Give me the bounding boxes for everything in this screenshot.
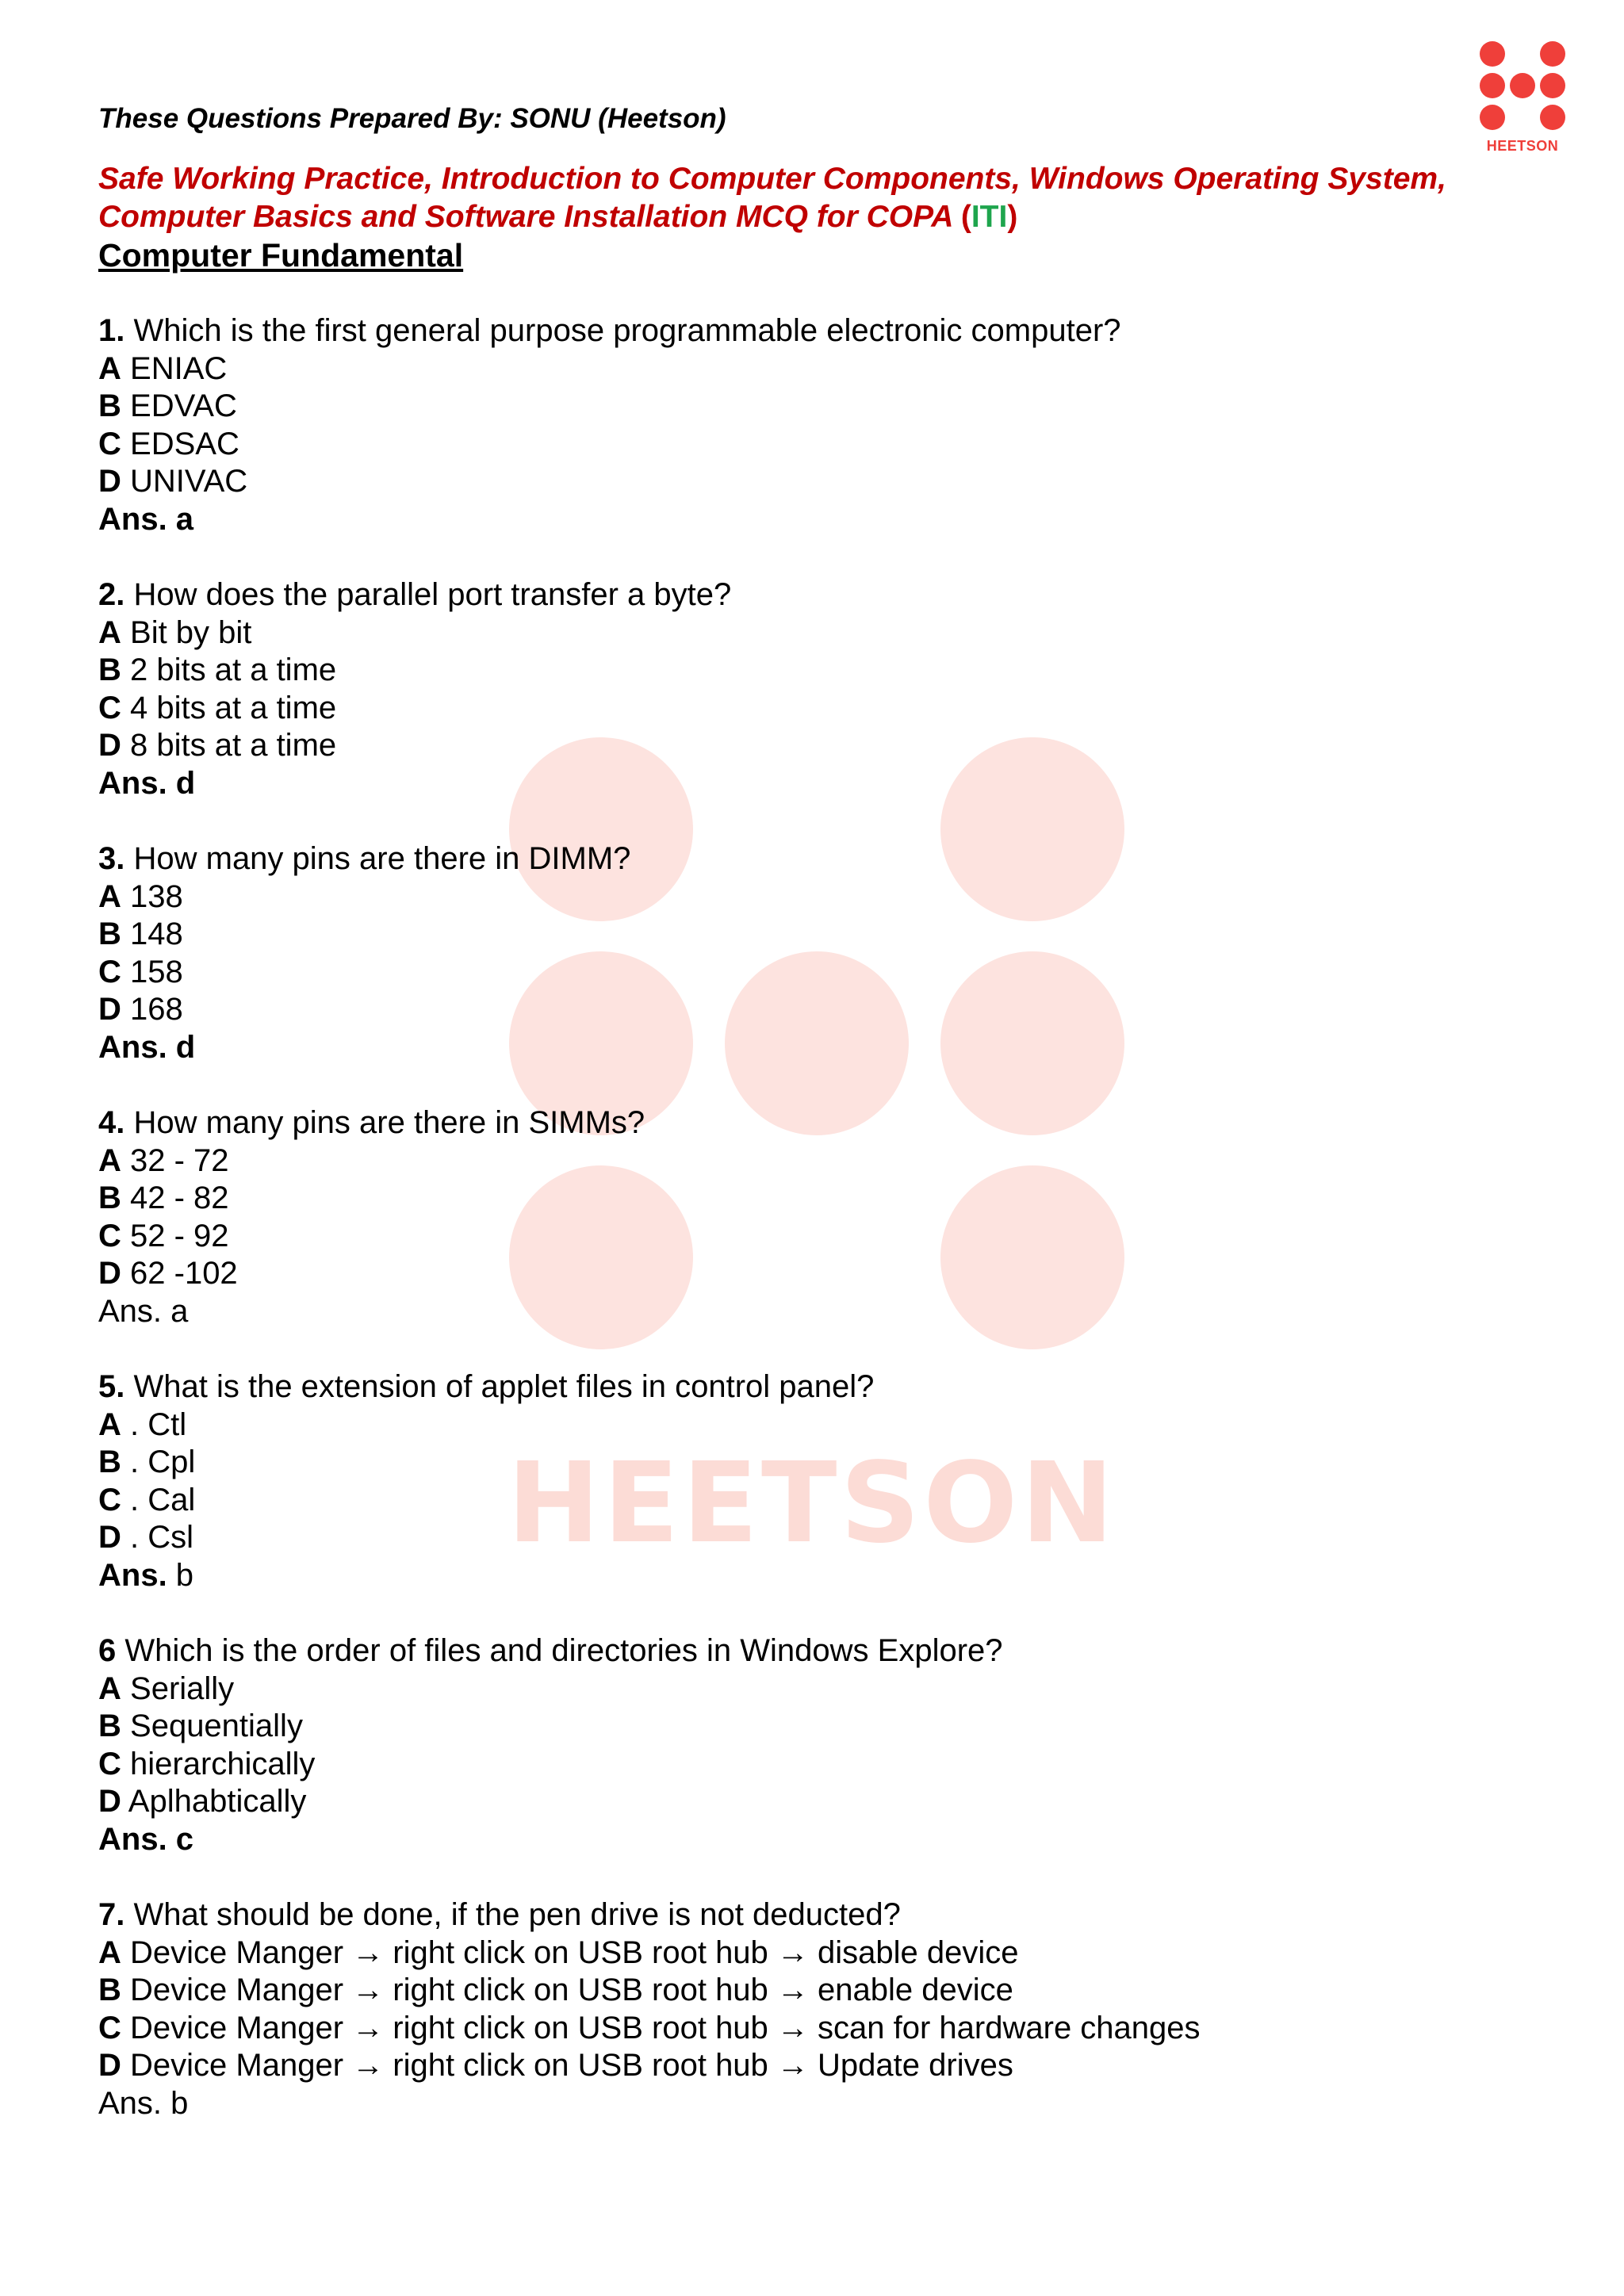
- option-a: [98, 614, 1462, 652]
- option-c: [98, 1746, 1462, 1784]
- question-number: 1.: [98, 313, 125, 348]
- option-text: 158: [130, 954, 183, 989]
- option-text: . Cal: [130, 1482, 196, 1517]
- option-c: [98, 1482, 1462, 1520]
- option-d: [98, 463, 1462, 501]
- option-c: [98, 954, 1462, 992]
- option-label: D: [98, 1784, 121, 1819]
- option-b: [98, 652, 1462, 690]
- option-a: [98, 350, 1462, 388]
- question-number: 5.: [98, 1369, 125, 1404]
- option-label: B: [98, 1181, 121, 1215]
- question-text: [98, 1632, 1462, 1670]
- option-label: C: [98, 2010, 121, 2045]
- logo-dot: [1480, 73, 1505, 98]
- option-text: . Ctl: [130, 1406, 187, 1442]
- question-list: [98, 312, 1462, 2122]
- option-text: 2 bits at a time: [130, 652, 337, 687]
- option-a: [98, 878, 1462, 916]
- option-c: [98, 1218, 1462, 1256]
- option-text: 62 -102: [130, 1256, 238, 1291]
- option-label: D: [98, 992, 121, 1027]
- option-label: C: [98, 426, 121, 461]
- document-body: [98, 100, 1462, 2160]
- option-c: [98, 426, 1462, 464]
- option-label: D: [98, 1256, 121, 1291]
- answer: Ans. a: [98, 1293, 189, 1329]
- option-text: Aplhabtically: [128, 1784, 307, 1819]
- option-text: 52 - 92: [130, 1218, 229, 1253]
- option-label: A: [98, 1934, 121, 1970]
- question-block: [98, 1104, 1462, 1330]
- option-label: C: [98, 954, 121, 989]
- option-text: EDVAC: [130, 388, 237, 423]
- option-b: [98, 1708, 1462, 1746]
- option-a: [98, 1670, 1462, 1709]
- option-label: A: [98, 350, 121, 386]
- question-block: [98, 312, 1462, 538]
- option-text: hierarchically: [130, 1746, 316, 1781]
- option-label: A: [98, 1142, 121, 1178]
- question-block: [98, 1368, 1462, 1594]
- option-label: C: [98, 690, 121, 725]
- option-label: B: [98, 1445, 121, 1479]
- question-text: [98, 576, 1462, 614]
- option-text: Serially: [130, 1670, 235, 1706]
- option-label: C: [98, 1482, 121, 1517]
- question-number: 3.: [98, 841, 125, 876]
- question-stem: Which is the order of files and directories in Windows Explore?: [124, 1633, 1003, 1668]
- logo-dot: [1510, 73, 1535, 98]
- option-label: D: [98, 464, 121, 499]
- question-text: [98, 312, 1462, 350]
- document-title: [98, 160, 1462, 236]
- option-text: Device Manger → right click on USB root hub → Update drives: [130, 2048, 1013, 2083]
- option-text: Device Manger → right click on USB root hub → enable device: [130, 1973, 1013, 2007]
- option-text: 138: [130, 878, 183, 914]
- answer: Ans. b: [98, 2085, 189, 2121]
- question-stem: Which is the first general purpose programmable electronic computer?: [133, 313, 1121, 348]
- option-c: [98, 690, 1462, 728]
- option-label: B: [98, 1709, 121, 1743]
- option-b: [98, 1180, 1462, 1218]
- option-text: UNIVAC: [130, 464, 248, 499]
- logo-dot: [1540, 41, 1565, 67]
- option-b: [98, 1972, 1462, 2010]
- question-text: [98, 1104, 1462, 1142]
- question-text: [98, 1368, 1462, 1406]
- question-stem: How many pins are there in DIMM?: [133, 841, 631, 876]
- option-text: 168: [130, 992, 183, 1027]
- answer-prefix: Ans.: [98, 1557, 167, 1593]
- option-d: [98, 1519, 1462, 1557]
- option-label: A: [98, 1406, 121, 1442]
- author-credit: These Questions Prepared By: SONU (Heetson): [98, 103, 726, 134]
- option-a: [98, 1406, 1462, 1445]
- option-label: B: [98, 652, 121, 687]
- option-label: B: [98, 388, 121, 423]
- question-stem: How many pins are there in SIMMs?: [133, 1105, 645, 1140]
- option-label: A: [98, 614, 121, 650]
- option-text: EDSAC: [130, 426, 239, 461]
- option-b: [98, 388, 1462, 426]
- logo-dot: [1480, 105, 1505, 130]
- option-label: A: [98, 1670, 121, 1706]
- watermark-text: HEETSON: [507, 1439, 1117, 1568]
- option-label: B: [98, 916, 121, 951]
- option-d: [98, 1255, 1462, 1293]
- question-text: [98, 840, 1462, 878]
- question-stem: What is the extension of applet files in control panel?: [133, 1369, 875, 1404]
- option-b: [98, 916, 1462, 954]
- option-c: [98, 2010, 1462, 2048]
- option-text: . Csl: [130, 1520, 194, 1555]
- logo-dot: [1480, 41, 1505, 67]
- question-block: [98, 1632, 1462, 1858]
- answer: Ans. d: [98, 765, 196, 801]
- option-a: [98, 1934, 1462, 1973]
- option-text: 42 - 82: [130, 1181, 229, 1215]
- option-text: ENIAC: [130, 350, 228, 386]
- question-stem: What should be done, if the pen drive is not deducted?: [133, 1897, 901, 1932]
- option-label: D: [98, 2048, 121, 2083]
- question-number: 4.: [98, 1105, 125, 1140]
- option-text: . Cpl: [130, 1445, 196, 1479]
- heetson-logo: [1475, 40, 1570, 159]
- logo-dot: [1540, 73, 1565, 98]
- option-d: [98, 991, 1462, 1029]
- logo-text: HEETSON: [1486, 138, 1559, 154]
- section-heading: Computer Fundamental: [98, 237, 464, 274]
- option-text: Sequentially: [130, 1709, 303, 1743]
- option-d: [98, 727, 1462, 765]
- option-label: C: [98, 1218, 121, 1253]
- option-label: B: [98, 1973, 121, 2007]
- question-block: [98, 840, 1462, 1066]
- title-paren-open: (: [960, 200, 971, 234]
- option-label: C: [98, 1746, 121, 1781]
- option-text: 4 bits at a time: [130, 690, 337, 725]
- title-main: Safe Working Practice, Introduction to Computer Components, Windows Operating System, Computer Basics and Software Installation MCQ for COPA: [98, 162, 1446, 234]
- question-stem: How does the parallel port transfer a byte?: [133, 577, 732, 612]
- question-block: [98, 576, 1462, 802]
- option-label: D: [98, 1520, 121, 1555]
- logo-dot: [1540, 105, 1565, 130]
- question-number: 2.: [98, 577, 125, 612]
- option-text: Device Manger → right click on USB root hub → disable device: [130, 1934, 1019, 1970]
- option-b: [98, 1444, 1462, 1482]
- answer: Ans. d: [98, 1029, 196, 1065]
- question-block: [98, 1896, 1462, 2122]
- option-d: [98, 2047, 1462, 2085]
- option-d: [98, 1783, 1462, 1821]
- title-paren-close: ): [1007, 200, 1018, 234]
- option-label: D: [98, 728, 121, 763]
- title-highlight: ITI: [971, 200, 1008, 234]
- option-label: A: [98, 878, 121, 914]
- option-text: Bit by bit: [130, 614, 252, 650]
- question-number: 7.: [98, 1897, 125, 1932]
- answer: Ans. b: [98, 1557, 194, 1593]
- option-text: 32 - 72: [130, 1142, 229, 1178]
- option-text: Device Manger → right click on USB root hub → scan for hardware changes: [130, 2010, 1201, 2045]
- answer: Ans. a: [98, 501, 194, 537]
- option-text: 8 bits at a time: [130, 728, 337, 763]
- answer: Ans. c: [98, 1821, 194, 1857]
- option-a: [98, 1142, 1462, 1181]
- question-number: 6: [98, 1633, 117, 1668]
- question-text: [98, 1896, 1462, 1934]
- option-text: 148: [130, 916, 183, 951]
